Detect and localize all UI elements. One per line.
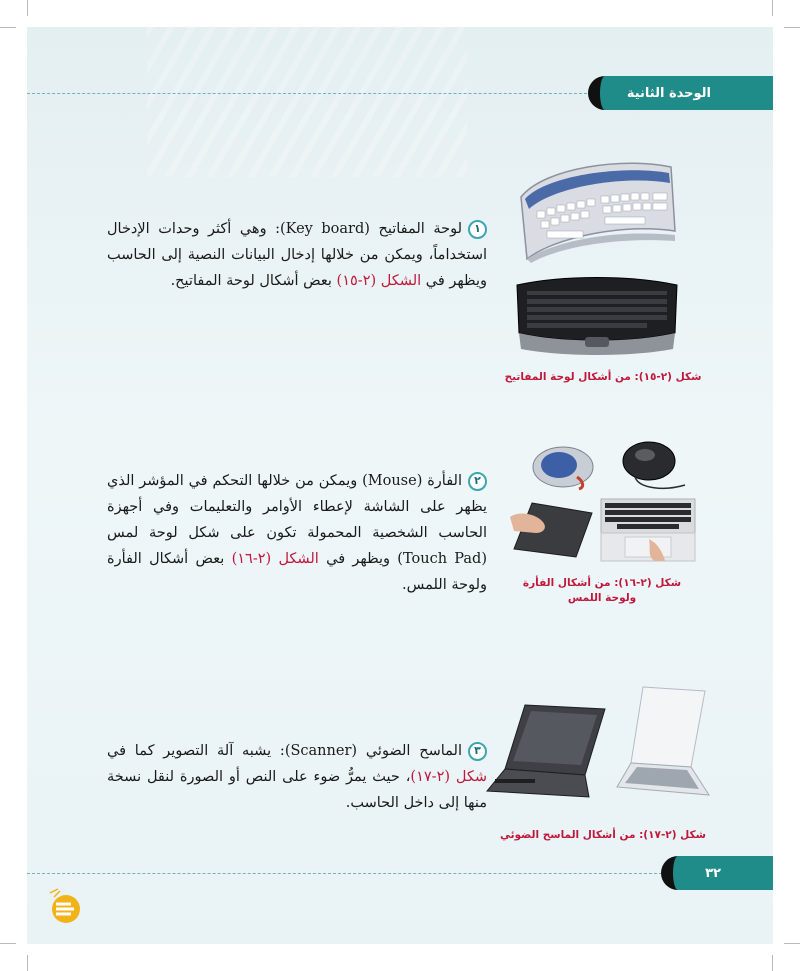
mouse-wireless-image [527, 437, 597, 491]
paragraph-scanner [107, 738, 487, 816]
crop-mark [772, 0, 773, 16]
caption-line: شكل (٢-١٦): من أشكال الفأرة [522, 577, 682, 589]
touch-pad-tablet-image [504, 497, 596, 561]
header-rule [27, 93, 587, 94]
crop-mark [772, 955, 773, 971]
laptop-touch-pad-image [599, 497, 697, 563]
textbook-page [27, 27, 773, 944]
crop-mark [27, 955, 28, 971]
paragraph-text: لوحة المفاتيح (Key board): وهي أكثر وحدات الإدخال استخداماً، ويمكن من خلالها إدخال البيانات النصية إلى الحاسب ويظهر في [107, 221, 487, 289]
page-number-tab [661, 856, 773, 890]
item-number-2: ٢ [468, 472, 487, 491]
caption-line: ولوحة اللمس [567, 592, 637, 604]
keyboard-ergonomic-image [515, 145, 679, 267]
paragraph-text: ، حيث يمرُّ ضوء على النص أو الصورة لنقل نسخة منها إلى داخل الحاسب. [107, 769, 487, 811]
paragraph-mouse [107, 468, 487, 598]
paragraph-keyboard [107, 216, 487, 294]
page-number: ٣٢ [705, 865, 721, 881]
paragraph-text: بعض أشكال لوحة المفاتيح. [170, 273, 337, 289]
footer-rule [27, 873, 662, 874]
crop-mark [27, 0, 28, 16]
crop-mark [784, 943, 800, 944]
item-number-3: ٣ [468, 742, 487, 761]
figure-caption-mouse [517, 576, 687, 606]
crop-mark [0, 943, 16, 944]
paragraph-text: الماسح الضوئي (Scanner): يشبه آلة التصوير كما في [107, 743, 463, 759]
publisher-logo-icon [44, 885, 86, 927]
unit-title: الوحدة الثانية [626, 85, 711, 101]
paragraph-text: الفأرة (Mouse) ويمكن من خلالها التحكم في المؤشر الذي يظهر على الشاشة لإعطاء الأوامر والتعليمات وفي أجهزة الحاسب الشخصية المحمولة تكون على شكل لوحة لمس (Touch Pad) ويظهر في [107, 473, 488, 567]
keyboard-black-image [513, 271, 681, 357]
crop-mark [0, 27, 16, 28]
scanner-dark-image [485, 699, 609, 803]
figure-reference: الشكل (٢-١٥) [336, 273, 422, 289]
crop-mark [784, 27, 800, 28]
scanner-white-image [613, 683, 713, 805]
figure-reference: شكل (٢-١٧) [410, 769, 488, 785]
mouse-wired-image [615, 435, 687, 493]
figure-reference: الشكل (٢-١٦) [231, 551, 319, 567]
unit-title-tab [588, 76, 773, 110]
figure-caption-scanner: شكل (٢-١٧): من أشكال الماسح الضوئي [500, 829, 706, 841]
figure-caption-keyboards: شكل (٢-١٥): من أشكال لوحة المفاتيح [504, 371, 702, 383]
item-number-1: ١ [468, 220, 487, 239]
paragraph-text: بعض أشكال الفأرة ولوحة اللمس. [107, 551, 487, 593]
